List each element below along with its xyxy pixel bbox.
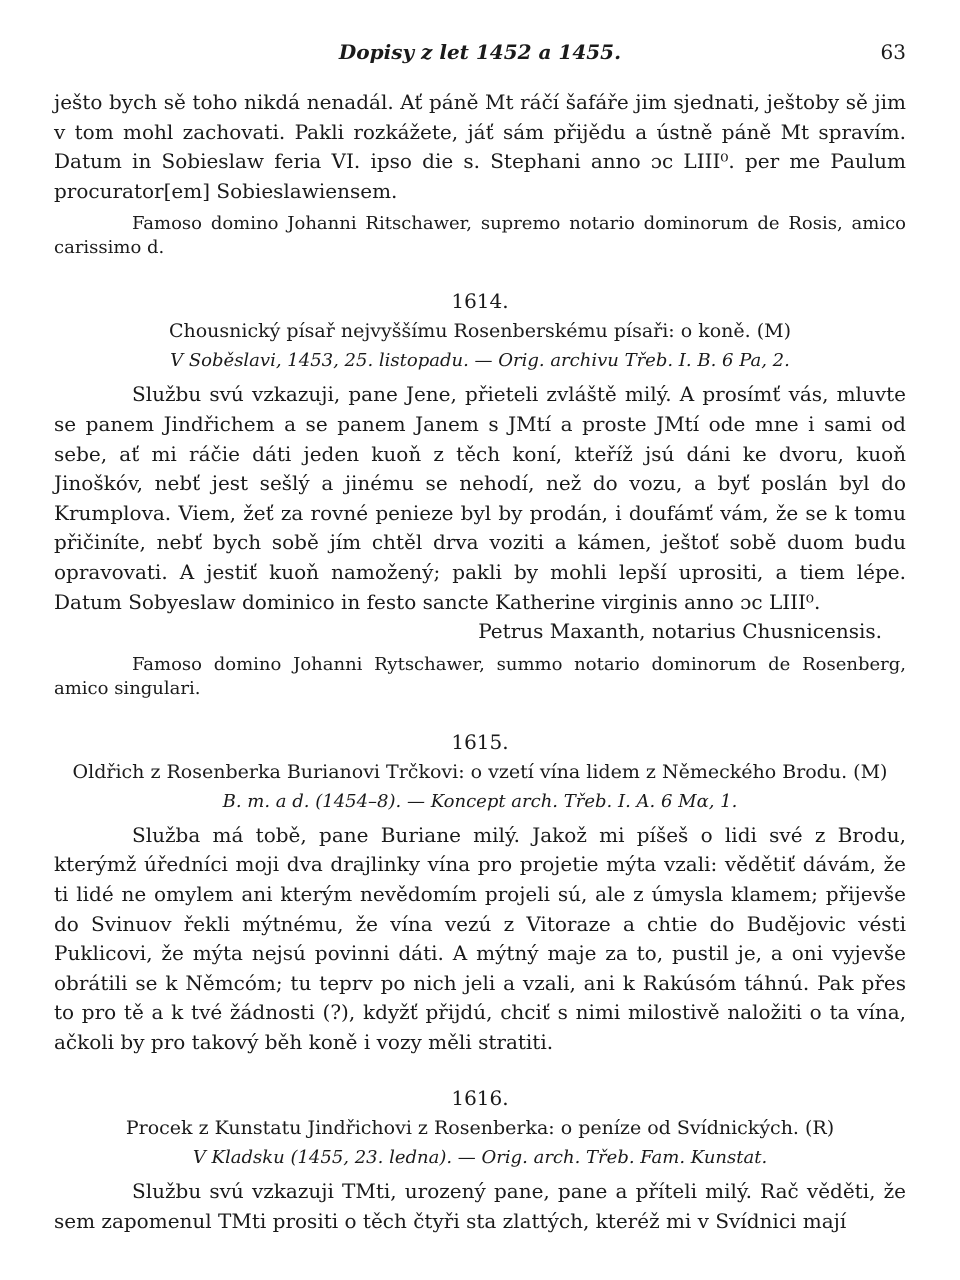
- letter-source: V Soběslavi, 1453, 25. listopadu. — Orig. archivu Třeb. I. B. 6 Pa, 2.: [170, 350, 790, 372]
- letter-title: Procek z Kunstatu Jindřichovi z Rosenberka: o peníze od Svídnických. (R): [125, 1117, 835, 1140]
- letter-address: Famoso domino Johanni Rytschawer, summo notario dominorum de Rosenberg, amico singulari.: [54, 653, 906, 699]
- continuation-address: Famoso domino Johanni Ritschawer, supremo notario dominorum de Rosis, amico carissimo d.: [54, 213, 906, 259]
- page-number: 63: [880, 40, 906, 64]
- running-title: Dopisy z let 1452 a 1455.: [338, 40, 622, 64]
- letter-signature: Petrus Maxanth, notarius Chusnicensis.: [478, 619, 882, 644]
- letter-1614: [54, 286, 906, 700]
- letter-title: Oldřich z Rosenberka Burianovi Trčkovi: o vzetí vína lidem z Německého Brodu. (M): [72, 760, 888, 783]
- letter-body: Službu svú vzkazuji TMti, urozený pane, pane a příteli milý. Rač věděti, že sem zapomenul TMti prositi o těch čtyři sta zlattých, kteréž mi v Svídnici mají: [54, 1179, 906, 1234]
- letter-1616: [54, 1083, 906, 1236]
- letter-source: V Kladsku (1455, 23. ledna). — Orig. arch. Třeb. Fam. Kunstat.: [192, 1147, 768, 1169]
- letter-number: 1615.: [451, 729, 509, 754]
- letter-body: Služba má tobě, pane Buriane milý. Jakož mi píšeš o lidi své z Brodu, kterýmž úředníci moji dva drajlinky vína pro projetie mýta vzali: vědětiť dávám, že ti lidé ne omylem ani kterým nevědomím projeli sú, ale z úmysla klamem; přijevše do Svinuov řekli mýtnému, že vína vezú z Vitoraze a chtie do Budějovic vésti Puklicovi, že mýta nejsú povinni dáti. A mýtný maje za to, pustil je, a oni vyjevše obrátili se k Němcóm; tu teprv po nich jeli a vzali, ani k Rakúsóm táhnú. Pak přes to pro tě a k tvé žádnosti (?), kdyžť přijdú, chciť s nimi milostivě naložiti o ta vína, ačkoli by pro takový běh koně i vozy měli stratiti.: [54, 822, 906, 1054]
- letter-title: Chousnický písař nejvyššímu Rosenberskému písaři: o koně. (M): [168, 320, 792, 343]
- letter-1615: [54, 727, 906, 1058]
- letter-number: 1614.: [451, 289, 509, 314]
- page-header: [54, 38, 906, 70]
- continuation-paragraph: ješto bych sě toho nikdá nenadál. Ať páně Mt ráčí šafáře jim sjednati, ještoby sě jim v tom mohl zachovati. Pakli rozkážete, jáť sám přijědu a ústně páně Mt spravím. Datum in Sobieslaw feria VI. ipso die s. Stephani anno ɔc LIII⁰. per me Paulum procurator[em] Sobieslawiensem.: [54, 90, 906, 203]
- book-page: [54, 38, 906, 1237]
- letter-source: B. m. a d. (1454–8). — Koncept arch. Třeb. I. A. 6 Mα, 1.: [222, 790, 738, 812]
- letter-number: 1616.: [451, 1086, 509, 1111]
- letter-body: Službu svú vzkazuji, pane Jene, přieteli zvláště milý. A prosímť vás, mluvte se panem Jindřichem a se panem Janem s JMtí a proste JMtí ode mne i sami od sebe, ať mi ráčie dáti jeden kuoň z těch koní, kteříž jsú dáni ke dvoru, kuoň Jinoškóv, nebť jest sešlý a jinému se nehodí, než do vozu, a byť poslán byl do Krumplova. Viem, žeť za rovné penieze byl by prodán, i doufámť vám, že se k tomu přičiníte, nebť bych sobě jím chtěl drva voziti a kámen, ještoť sobě duom budu opravovati. A jestiť kuoň namožený; pakli by mohli lepší uprositi, a tiem lépe. Datum Sobyeslaw dominico in festo sancte Katherine virginis anno ɔc LIII⁰.: [54, 382, 906, 614]
